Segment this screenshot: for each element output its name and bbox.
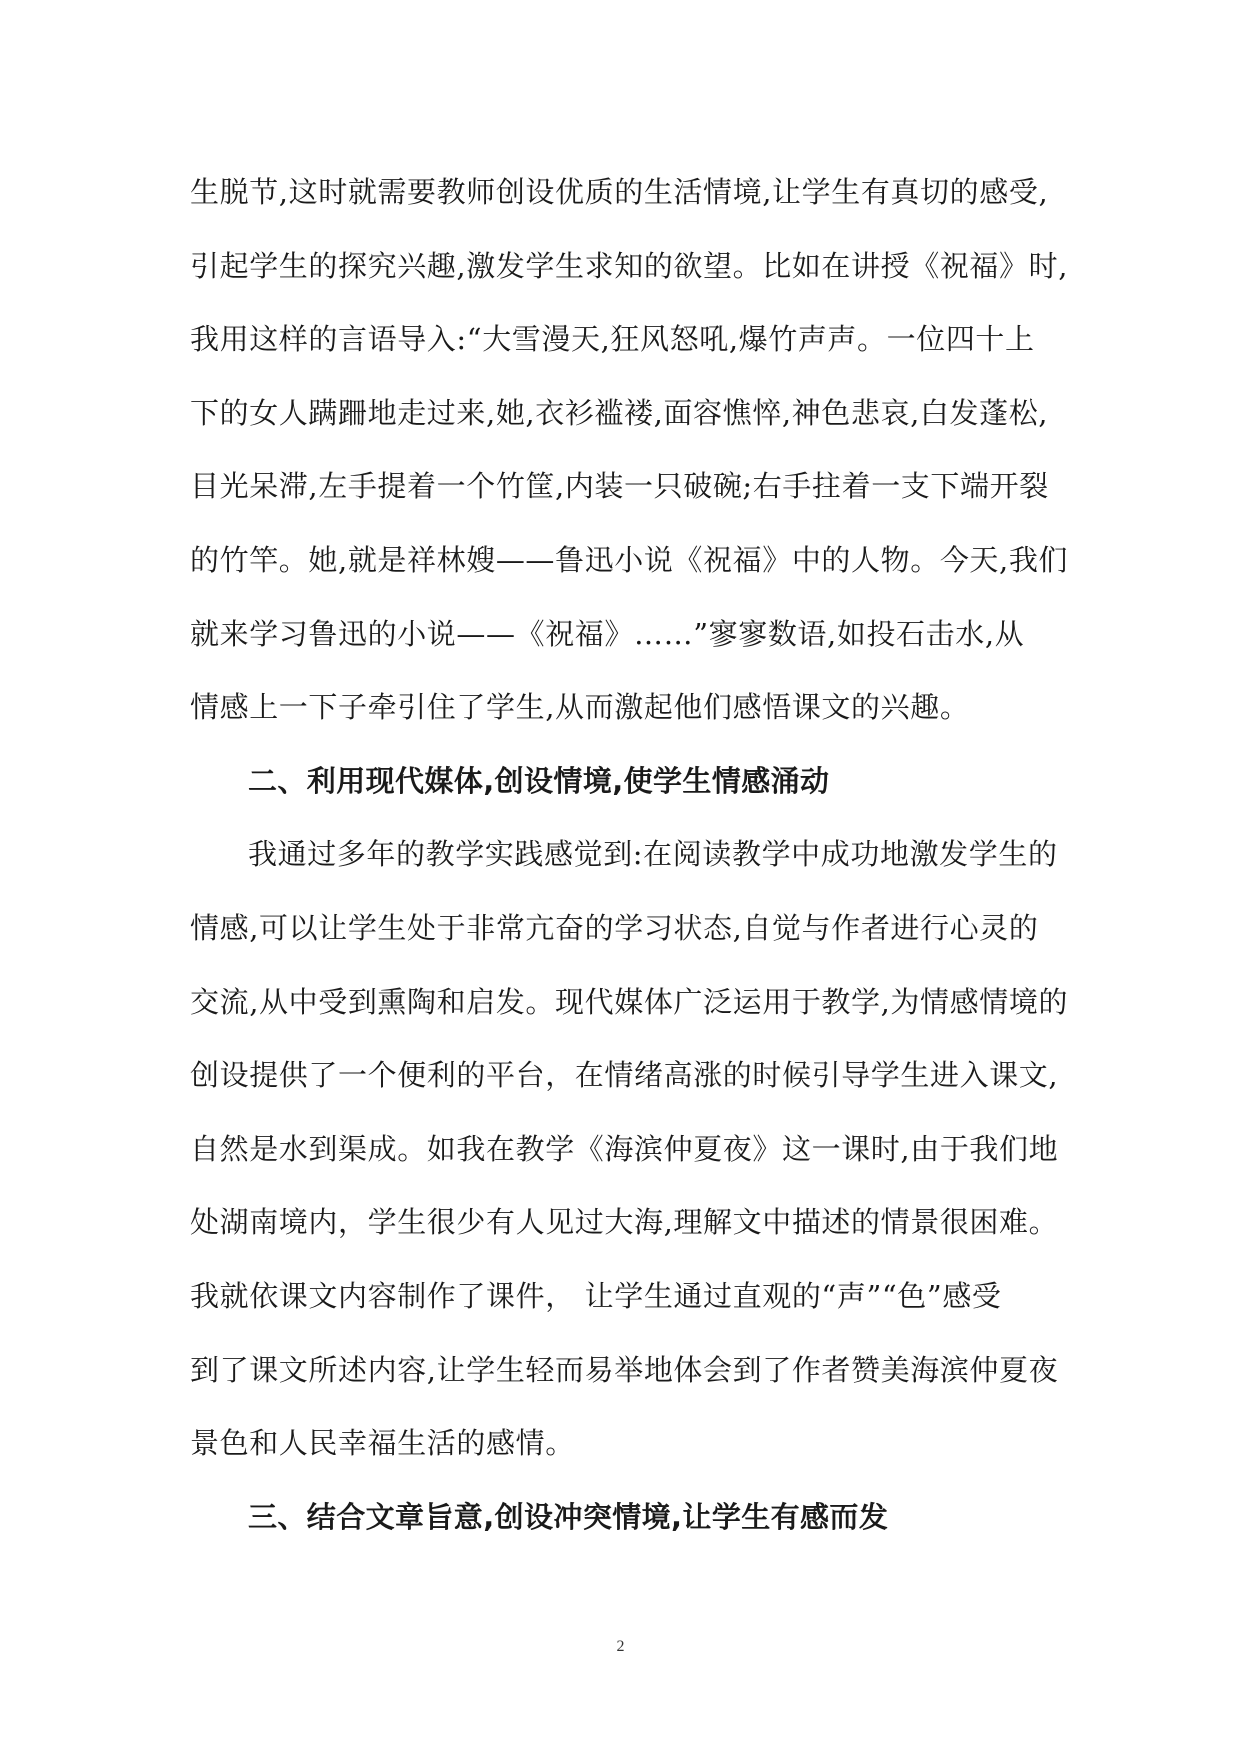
section-heading: 二、利用现代媒体,创设情境,使学生情感涌动 xyxy=(248,763,830,798)
paragraph-line: 处湖南境内，学生很少有人见过大海,理解文中描述的情景很困难。 xyxy=(190,1205,1059,1240)
paragraph-line: 交流,从中受到熏陶和启发。现代媒体广泛运用于教学,为情感情境的 xyxy=(190,984,1069,1019)
paragraph-line: 情感上一下子牵引住了学生,从而激起他们感悟课文的兴趣。 xyxy=(190,690,970,725)
paragraph-line: 生脱节,这时就需要教师创设优质的生活情境,让学生有真切的感受, xyxy=(190,175,1049,209)
paragraph-line: 就来学习鲁迅的小说——《祝福》……”寥寥数语,如投石击水,从 xyxy=(190,616,1025,651)
paragraph-line: 创设提供了一个便利的平台，在情绪高涨的时候引导学生进入课文, xyxy=(190,1058,1059,1093)
paragraph-line: 到了课文所述内容,让学生轻而易举地体会到了作者赞美海滨仲夏夜 xyxy=(190,1352,1059,1387)
paragraph-line: 引起学生的探究兴趣,激发学生求知的欲望。比如在讲授《祝福》时, xyxy=(190,248,1069,283)
paragraph-line: 目光呆滞,左手提着一个竹筐,内装一只破碗;右手拄着一支下端开裂 xyxy=(190,469,1049,504)
paragraph-line: 我就依课文内容制作了课件， 让学生通过直观的“声”“色”感受 xyxy=(190,1278,1002,1313)
paragraph-line: 的竹竿。她,就是祥林嫂——鲁迅小说《祝福》中的人物。今天,我们 xyxy=(190,542,1069,577)
page-number: 2 xyxy=(616,1638,625,1655)
paragraph-line: 景色和人民幸福生活的感情。 xyxy=(190,1426,575,1461)
paragraph-line: 自然是水到渠成。如我在教学《海滨仲夏夜》这一课时,由于我们地 xyxy=(190,1131,1059,1166)
paragraph-line: 我通过多年的教学实践感觉到:在阅读教学中成功地激发学生的 xyxy=(248,837,1058,872)
paragraph-line: 我用这样的言语导入:“大雪漫天,狂风怒吼,爆竹声声。一位四十上 xyxy=(190,322,1035,357)
paragraph-line: 下的女人蹒跚地走过来,她,衣衫褴褛,面容憔悴,神色悲哀,白发蓬松, xyxy=(190,395,1049,430)
section-heading: 三、结合文章旨意,创设冲突情境,让学生有感而发 xyxy=(248,1499,889,1534)
paragraph-line: 情感,可以让学生处于非常亢奋的学习状态,自觉与作者进行心灵的 xyxy=(190,910,1039,945)
body-text xyxy=(190,175,1069,1573)
